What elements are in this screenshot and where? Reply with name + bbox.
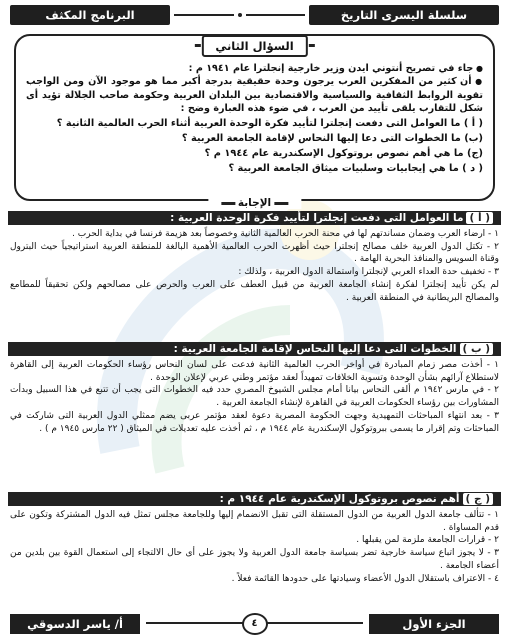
subquestion-b: (ب) ما الخطوات التى دعا إليها النحاس لإقامة الجامعة العربية ؟ [181,132,483,144]
section-a-item: ٢ - تكتل الدول العربية خلف مصالح إنجلترا حيث أظهرت الحرب العالمية الأهمية البالغة للمنطقة العربية استراتيجياً حيث البترول وقناة السويس والمنافذ البحرية الهامة . [10,241,499,265]
answer-label-cap [221,202,235,205]
program-title: البرنامج المكثف [10,5,170,25]
section-c-title: أهم نصوص بروتوكول الإسكندرية عام ١٩٤٤ م : [219,493,460,505]
question-title: السؤال الثاني [201,35,307,57]
page-footer [10,614,499,634]
subquestion-c: (ج) ما هي أهم نصوص بروتوكول الإسكندرية عام ١٩٤٤ م ؟ [204,147,483,159]
section-a-title: ما العوامل التى دفعت إنجلترا لتأييد فكرة الوحدة العربية : [170,212,464,224]
section-c-item: ٤ - الاعتراف باستقلال الدول الأعضاء وسيادتها على حدودها القائمة فعلاً . [231,573,499,584]
section-a-item: ٣ - تخفيف حدة العداء العربي لإنجلترا واستمالة الدول العربية ، ولذلك : [238,267,499,278]
question-quote: ● أن كثير من المفكرين العرب يرجون وحدة حقيقية بدرجة أكبر مما هو موجود الآن ومن الواجب تقوية الروابط الثقافية والسياسية والاقتصادية بين البلدان العربية وحكومة صاحب الجلالة تؤيد أى شكل للتقارب يلقى تأييد من العرب ، في ضوء هذه العبارة وضح : [26,75,483,115]
section-b-item: ٣ - بعد انتهاء المباحثات التمهيدية وجهت الحكومة المصرية دعوة لعقد مؤتمر عربى يضم ممثلي الدول العربية التى شاركت في المباحثات وتم إقرار ما يسمى ببروتوكول الإسكندرية عام ١٩٤٤ م ، ثم أخذت عليه تعديلات في الميثاق ( ٢٢ مارس ١٩٤٥ م ) . [10,410,499,434]
question-intro: ● جاء في تصريح أنتوني ايدن وزير خارجية إنجلترا عام ١٩٤١ م : [26,62,483,75]
header-dot [238,13,242,17]
section-b-item: ١ - أخذت مصر زمام المبادرة في أواخر الحرب العالمية الثانية فدعت على لسان النحاس رؤساء الحكومات العربية إلى القاهرة لاستطلاع آرائهم بشأن الوحدة وتسوية الخلافات تمهيداً لعقد مؤتمر وطني عربي لإعلان الوحدة . [10,360,499,383]
header-divider [174,14,234,16]
page-number: ٤ [242,613,268,635]
author-name: أ/ ياسر الدسوقي [10,614,140,634]
answer-label-cap [274,202,288,205]
subquestion-d: ( د ) ما هي إيجابيات وسلبيات ميثاق الجامعة العربية ؟ [228,162,483,174]
section-c-item: ١ - تتألف جامعة الدول العربية من الدول المستقلة التى تقبل الانضمام إليها وللجامعة مجلس تمثل فيه الدول المشتركة وتكون على قدم المساواة . [10,510,499,533]
part-label: الجزء الأول [369,614,499,634]
section-c-tag: ( ج ) [463,493,493,505]
subquestion-a: ( أ ) ما العوامل التى دفعت إنجلترا لتأييد فكرة الوحدة العربية أثناء الحرب العالمية الثانية ؟ [56,117,483,129]
question-text [26,62,483,116]
section-c-item: ٣ - لا يجوز اتباع سياسة خارجية تضر بسياسة جامعة الدول العربية ولا يجوز على أى حال الالتجاء إلى استعمال القوة بين بلدين من أعضاء الجامعة . [10,548,499,571]
section-b-heading [8,342,501,356]
section-a-conclusion: لم يكن تأييد إنجلترا لفكرة إنشاء الجامعة العربية من قبيل العطف على العرب والحرص على مصالحهم ولكن تحقيقاً للمطامع والمصالح البريطانية في المنطقة العربية . [10,279,499,303]
section-b-content [10,359,499,435]
section-b-tag: ( ب ) [460,343,493,355]
question-box [14,34,495,209]
series-title: سلسلة اليسرى التاريخ [309,5,499,25]
section-a-heading [8,211,501,225]
footer-center [140,613,369,635]
header-divider [246,14,306,16]
section-b-item: ٢ - في مارس ١٩٤٢ م ألقى النحاس بيانا أمام مجلس الشيوخ المصري حدد فيه الخطوات التى يجب أن تتبع في هذا السبيل وبدأت المشاورات بين رؤساء الحكومات العربية في القاهرة لإنشاء الجامعة العربية . [10,385,499,409]
section-c-content [10,509,499,585]
section-b-title: الخطوات التى دعا إليها النحاس لإقامة الجامعة العربية : [173,343,457,355]
section-a-item: ١ - ارضاء العرب وضمان مساندتهم لها في محنة الحرب العالمية الثانية وخصوصاً بعد هزيمة فرنسا في بداية الحرب . [72,229,499,239]
answer-label: الإجابة [208,197,301,209]
section-a-content [10,228,499,304]
page-header [10,4,499,26]
section-a-tag: ( أ ) [466,212,493,224]
section-c-heading [8,492,501,506]
section-c-item: ٢ - قرارات الجامعة ملزمة لمن يقبلها . [356,535,499,546]
